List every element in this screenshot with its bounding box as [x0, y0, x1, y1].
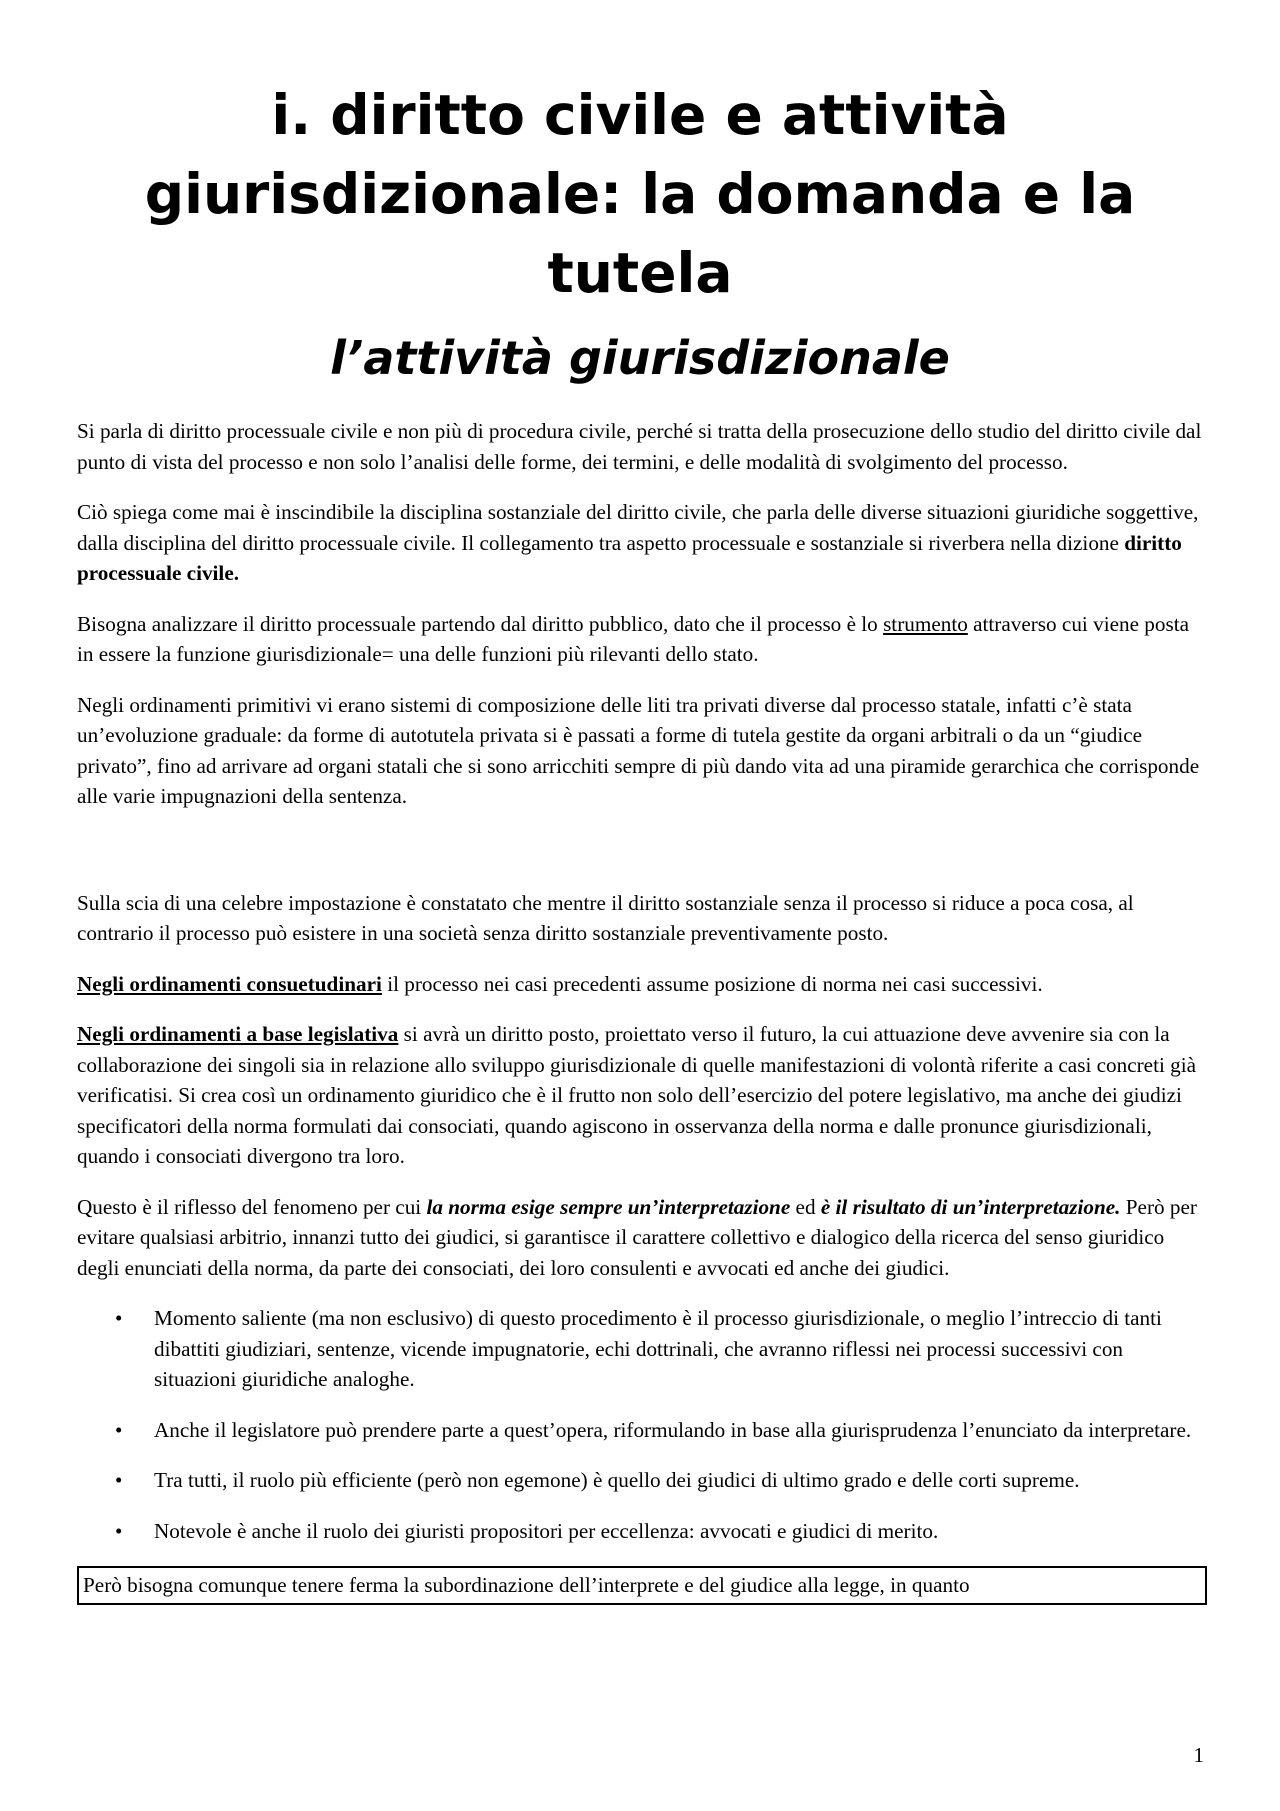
paragraph-2 — [77, 497, 1207, 589]
section-heading: l’attività giurisdizionale — [330, 331, 950, 385]
paragraph-8 — [77, 1192, 1207, 1284]
list-item: • Momento saliente (ma non esclusivo) di questo procedimento è il processo giurisdizionale, o meglio l’intreccio di tanti dibattiti giudiziari, sentenze, vicende impugnatorie, echi dottrinali, che avranno riflessi nei processi successivi con situazioni giuridiche analoghe. — [77, 1303, 1207, 1395]
paragraph-8-after: Però per evitare qualsiasi arbitrio, innanzi tutto dei giudici, si garantisce il carattere collettivo e dialogico della ricerca del senso giuridico degli enunciati della norma, da parte dei consociati, dei loro consulenti e avvocati ed anche dei giudici. — [77, 1194, 1197, 1280]
document-title: i. diritto civile e attività giurisdizionale: la domanda e la tutela — [144, 83, 1136, 305]
paragraph-7-text: si avrà un diritto posto, proiettato verso il futuro, la cui attuazione deve avvenire sia con la collaborazione dei singoli sia in relazione allo sviluppo giurisdizionale di quelle manifestazioni di volontà riferite a casi concreti già verificatisi. Si crea così un ordinamento giuridico che è il frutto non solo dell’esercizio del potere legislativo, ma anche dei giudizi specificatori della norma formulati dai consociati, quando agiscono in osservanza della norma e dalle pronunce giurisdizionali, quando i consociati divergono tra loro. — [77, 1022, 1197, 1168]
paragraph-8-emphasis-1: la norma esige sempre un’interpretazione — [426, 1194, 791, 1219]
paragraph-1: Si parla di diritto processuale civile e non più di procedura civile, perché si tratta della prosecuzione dello studio del diritto civile dal punto di vista del processo e non solo l’analisi delle forme, dei termini, e delle modalità di svolgimento del processo. — [77, 419, 1202, 474]
paragraph-2-text: Ciò spiega come mai è inscindibile la disciplina sostanziale del diritto civile, che parla delle diverse situazioni giuridiche soggettive, dalla disciplina del diritto processuale civile. Il collegamento tra aspetto processuale e sostanziale si riverbera nella dizione — [77, 500, 1199, 555]
paragraph-6-text: il processo nei casi precedenti assume posizione di norma nei casi successivi. — [381, 971, 1043, 996]
page-number: 1 — [1193, 1743, 1204, 1767]
paragraph-4: Negli ordinamenti primitivi vi erano sistemi di composizione delle liti tra privati diverse dal processo statale, infatti c’è stata un’evoluzione graduale: da forme di autotutela privata si è passati a forme di tutela gestite da organi arbitrali o da un “giudice privato”, fino ad arrivare ad organi statali che si sono arricchiti sempre di più dando vita ad una piramide gerarchica che corrisponde alle varie impugnazioni della sentenza. — [77, 692, 1200, 808]
boxed-paragraph: Però bisogna comunque tenere ferma la subordinazione dell’interprete e del giudice alla legge, in quanto — [77, 1566, 1207, 1605]
paragraph-8-emphasis-2: è il risultato di un’interpretazione. — [820, 1194, 1121, 1219]
blank-line — [77, 832, 1207, 888]
paragraph-3-before: Bisogna analizzare il diritto processuale partendo dal diritto pubblico, dato che il processo è lo — [77, 611, 884, 636]
paragraph-3-after: attraverso cui viene posta in essere la funzione giurisdizionale= una delle funzioni più rilevanti dello stato. — [77, 611, 1190, 666]
list-item: • Tra tutti, il ruolo più efficiente (però non egemone) è quello dei giudici di ultimo grado e delle corti supreme. — [77, 1465, 1207, 1496]
paragraph-5: Sulla scia di una celebre impostazione è constatato che mentre il diritto sostanziale senza il processo si riduce a poca cosa, al contrario il processo può esistere in una società senza diritto sostanziale preventivamente posto. — [77, 890, 1134, 945]
list-item: • Notevole è anche il ruolo dei giuristi propositori per eccellenza: avvocati e giudici di merito. — [77, 1516, 1207, 1547]
bullet-list — [77, 1303, 1207, 1546]
paragraph-6-lead: Negli ordinamenti consuetudinari — [77, 971, 382, 996]
paragraph-7 — [77, 1019, 1207, 1172]
paragraph-7-lead: Negli ordinamenti a base legislativa — [77, 1022, 399, 1046]
paragraph-2-bold: diritto processuale civile. — [77, 530, 1182, 585]
paragraph-3-underlined: strumento — [883, 611, 968, 636]
document-body — [77, 416, 1207, 1605]
paragraph-3 — [77, 609, 1207, 670]
paragraph-8-before: Questo è il riflesso del fenomeno per cui — [77, 1194, 427, 1219]
paragraph-6 — [77, 969, 1207, 1000]
paragraph-8-mid: ed — [790, 1194, 821, 1219]
list-item: • Anche il legislatore può prendere parte a quest’opera, riformulando in base alla giurisprudenza l’enunciato da interpretare. — [77, 1415, 1207, 1446]
